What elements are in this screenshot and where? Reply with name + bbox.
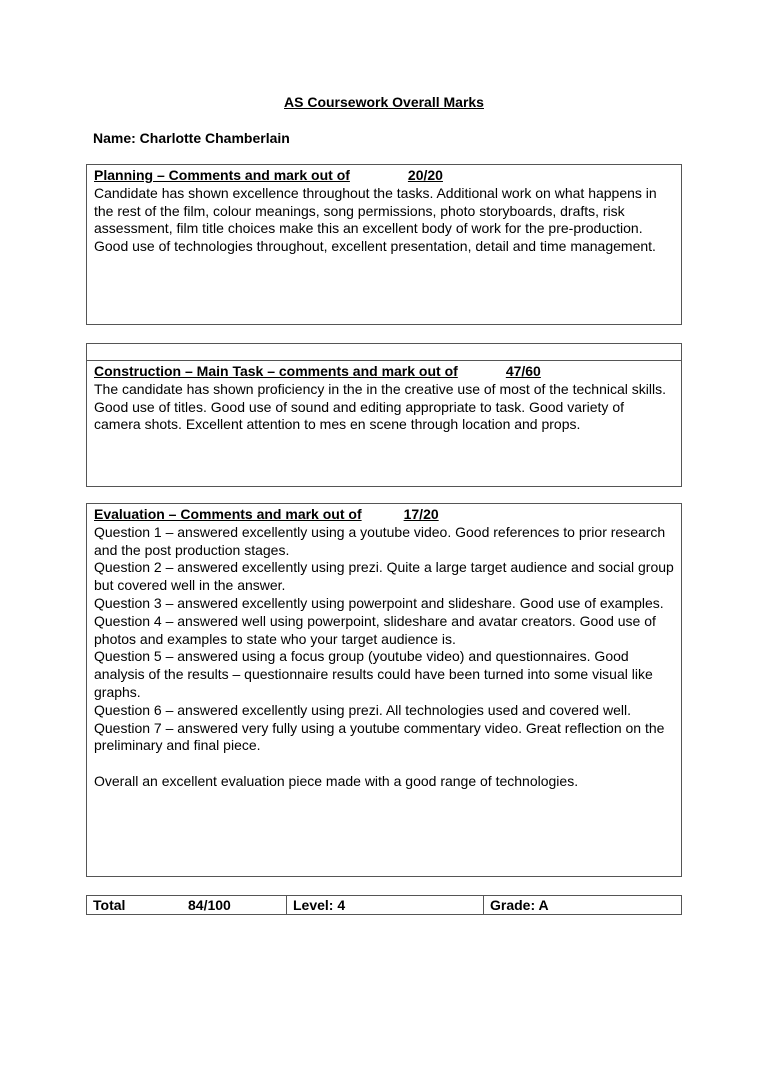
total-table <box>86 895 682 915</box>
construction-header-label: Construction – Main Task – comments and mark out of <box>94 363 458 379</box>
planning-header <box>94 167 674 185</box>
evaluation-header-label: Evaluation – Comments and mark out of <box>94 506 362 522</box>
evaluation-question-4: Question 4 – answered well using powerpoint, slideshare and avatar creators. Good use of photos and examples to state who your target audience is. <box>94 612 656 647</box>
evaluation-question-3: Question 3 – answered excellently using powerpoint and slideshare. Good use of examples. <box>94 594 664 611</box>
total-cell <box>87 896 287 915</box>
evaluation-question-7: Question 7 – answered very fully using a youtube commentary video. Great reflection on the preliminary and final piece. <box>94 719 665 754</box>
evaluation-question-2: Question 2 – answered excellently using prezi. Quite a large target audience and social group but covered well in the answer. <box>94 559 674 594</box>
construction-comment-1: The candidate has shown proficiency in the in the creative use of most of the technical skills. <box>94 380 666 397</box>
level-cell <box>287 896 484 915</box>
level-value: Level: 4 <box>293 897 346 913</box>
evaluation-question-6: Question 6 – answered excellently using prezi. All technologies used and covered well. <box>94 701 631 718</box>
grade-cell <box>484 896 682 915</box>
evaluation-overall: Overall an excellent evaluation piece made with a good range of technologies. <box>94 772 579 789</box>
evaluation-question-1: Question 1 – answered excellently using a youtube video. Good references to prior research and the post production stages. <box>94 523 666 558</box>
construction-header <box>94 363 674 381</box>
construction-comment-2: Good use of titles. Good use of sound and editing appropriate to task. Good variety of camera shots. Excellent attention to mes en scene through location and props. <box>94 398 624 433</box>
total-score: 84/100 <box>188 897 231 913</box>
planning-header-label: Planning – Comments and mark out of <box>94 167 350 183</box>
construction-section <box>86 360 682 487</box>
evaluation-section <box>86 503 682 877</box>
planning-comments: Candidate has shown excellence throughout the tasks. Additional work on what happens in the rest of the film, colour meanings, song permissions, photo storyboards, drafts, risk assessment, film title choices make this an excellent body of work for the pre-production. Good use of technologies throughout, excellent presentation, detail and time management. <box>94 184 657 255</box>
construction-mark: 47/60 <box>505 363 541 379</box>
construction-top-row <box>86 343 682 360</box>
grade-value: Grade: A <box>490 897 549 913</box>
total-label: Total <box>93 897 126 913</box>
evaluation-question-5: Question 5 – answered using a focus group (youtube video) and questionnaires. Good analysis of the results – questionnaire results could have been turned into some visual like graphs. <box>94 648 653 700</box>
planning-section <box>86 164 682 325</box>
evaluation-mark: 17/20 <box>403 506 439 522</box>
planning-mark: 20/20 <box>407 167 443 183</box>
document-title: AS Coursework Overall Marks <box>284 94 484 110</box>
candidate-name: Name: Charlotte Chamberlain <box>93 130 290 146</box>
evaluation-header <box>94 506 674 524</box>
